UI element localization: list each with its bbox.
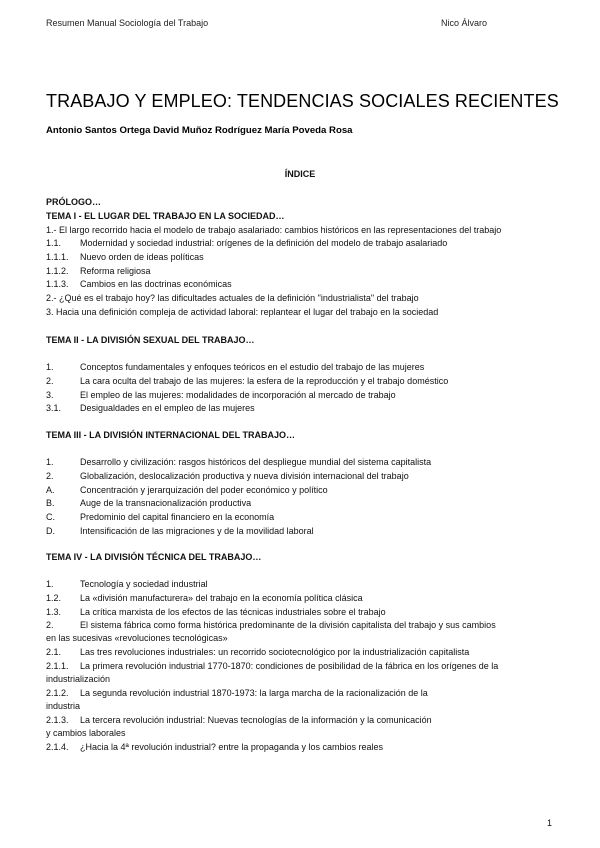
toc-item-text: Nuevo orden de ideas políticas bbox=[80, 252, 204, 262]
toc-item-number: 1.1.2. bbox=[46, 266, 69, 276]
toc-item bbox=[46, 375, 448, 388]
toc-item-text: El sistema fábrica como forma histórica predominante de la división capitalista del trabajo y sus cambios bbox=[80, 620, 496, 630]
toc-item-number: 2.1.2. bbox=[46, 688, 69, 698]
toc-item-number: 1.2. bbox=[46, 593, 62, 603]
toc-item-text: Reforma religiosa bbox=[80, 266, 151, 276]
page-number: 1 bbox=[546, 818, 552, 828]
toc-item-text: El empleo de las mujeres: modalidades de incorporación al mercado de trabajo bbox=[80, 390, 396, 400]
toc-prologo: PRÓLOGO… bbox=[46, 197, 102, 207]
index-heading: ÍNDICE bbox=[284, 169, 316, 179]
toc-item-text: La tercera revolución industrial: Nuevas tecnologías de la información y la comunicación bbox=[80, 715, 432, 725]
toc-item-text: La «división manufacturera» del trabajo en la economía política clásica bbox=[80, 593, 363, 603]
toc-item-text: Predominio del capital financiero en la economía bbox=[80, 512, 275, 522]
toc-item bbox=[46, 525, 314, 538]
toc-item-continuation: industrialización bbox=[46, 674, 111, 684]
toc-item bbox=[46, 251, 204, 264]
toc-item-text: Globalización, deslocalización productiva y nueva división internacional del trabajo bbox=[80, 471, 409, 481]
toc-item-number: 1.3. bbox=[46, 607, 62, 617]
toc-item-text: 1.- El largo recorrido hacia el modelo de trabajo asalariado: cambios históricos en las representaciones del trabajo bbox=[46, 225, 502, 235]
toc-item-text: Intensificación de las migraciones y de la movilidad laboral bbox=[80, 526, 314, 536]
toc-item-number: D. bbox=[46, 526, 55, 536]
toc-item-text: Desarrollo y civilización: rasgos históricos del despliegue mundial del sistema capitalista bbox=[80, 457, 432, 467]
toc-item bbox=[46, 265, 151, 278]
toc-item-number: 1.1.1. bbox=[46, 252, 69, 262]
toc-item bbox=[46, 660, 498, 673]
toc-item bbox=[46, 511, 274, 524]
toc-item-number: 2. bbox=[46, 620, 54, 630]
toc-item-number: 1.1.3. bbox=[46, 279, 69, 289]
toc-tema2-heading: TEMA II - LA DIVISIÓN SEXUAL DEL TRABAJO… bbox=[46, 335, 255, 345]
toc-tema4-heading: TEMA IV - LA DIVISIÓN TÉCNICA DEL TRABAJO… bbox=[46, 552, 262, 562]
toc-item bbox=[46, 484, 328, 497]
toc-item bbox=[46, 592, 363, 605]
toc-item-continuation: y cambios laborales bbox=[46, 728, 126, 738]
toc-item-number: 1. bbox=[46, 579, 54, 589]
toc-item-text: Auge de la transnacionalización productiva bbox=[80, 498, 252, 508]
toc-item-text: Conceptos fundamentales y enfoques teóricos en el estudio del trabajo de las mujeres bbox=[80, 362, 425, 372]
toc-item bbox=[46, 578, 208, 591]
header-author: Nico Álvaro bbox=[441, 18, 488, 28]
toc-item-number: 1. bbox=[46, 457, 54, 467]
toc-item bbox=[46, 456, 431, 469]
toc-item-continuation: industria bbox=[46, 701, 81, 711]
toc-tema3-heading: TEMA III - LA DIVISIÓN INTERNACIONAL DEL TRABAJO… bbox=[46, 430, 296, 440]
toc-item bbox=[46, 361, 424, 374]
toc-item-number: 2.1. bbox=[46, 647, 62, 657]
toc-item-number: 1. bbox=[46, 362, 54, 372]
toc-item bbox=[46, 687, 428, 700]
toc-item bbox=[46, 306, 438, 319]
toc-item-number: 2.1.1. bbox=[46, 661, 69, 671]
document-title: TRABAJO Y EMPLEO: TENDENCIAS SOCIALES RECIENTES bbox=[46, 91, 559, 111]
toc-item bbox=[46, 470, 409, 483]
toc-item-text: Las tres revoluciones industriales: un recorrido sociotecnológico por la industrialización capitalista bbox=[80, 647, 470, 657]
toc-item-number: C. bbox=[46, 512, 55, 522]
toc-item-number: A. bbox=[46, 485, 55, 495]
toc-item-number: 3.1. bbox=[46, 403, 62, 413]
toc-item bbox=[46, 292, 419, 305]
toc-item-number: 3. bbox=[46, 390, 54, 400]
toc-item-number: B. bbox=[46, 498, 55, 508]
toc-item bbox=[46, 389, 396, 402]
toc-item-text: Modernidad y sociedad industrial: orígenes de la definición del modelo de trabajo asalariado bbox=[80, 238, 448, 248]
toc-item bbox=[46, 714, 432, 727]
toc-item-text: ¿Hacia la 4ª revolución industrial? entre la propaganda y los cambios reales bbox=[80, 742, 383, 752]
toc-item-text: Cambios en las doctrinas económicas bbox=[80, 279, 232, 289]
toc-item bbox=[46, 278, 232, 291]
toc-item-text: 3. Hacia una definición compleja de actividad laboral: replantear el lugar del trabajo en la sociedad bbox=[46, 307, 439, 317]
toc-item-number: 2. bbox=[46, 471, 54, 481]
toc-item-number: 2.1.3. bbox=[46, 715, 69, 725]
toc-tema1-heading: TEMA I - EL LUGAR DEL TRABAJO EN LA SOCIEDAD… bbox=[46, 211, 285, 221]
toc-item-number: 2.1.4. bbox=[46, 742, 69, 752]
toc-item-number: 1.1. bbox=[46, 238, 62, 248]
toc-item bbox=[46, 606, 386, 619]
toc-item bbox=[46, 741, 383, 754]
toc-item bbox=[46, 224, 501, 237]
toc-item-text: La crítica marxista de los efectos de las técnicas industriales sobre el trabajo bbox=[80, 607, 386, 617]
toc-item-text: Desigualdades en el empleo de las mujeres bbox=[80, 403, 255, 413]
toc-item bbox=[46, 497, 251, 510]
toc-item-number: 2. bbox=[46, 376, 54, 386]
toc-item-text: La segunda revolución industrial 1870-1973: la larga marcha de la racionalización de la bbox=[80, 688, 428, 698]
toc-item-text: La primera revolución industrial 1770-1870: condiciones de posibilidad de la fábrica en los orígenes de la bbox=[80, 661, 499, 671]
toc-item-continuation: en las sucesivas «revoluciones tecnológicas» bbox=[46, 633, 228, 643]
toc-item-text: La cara oculta del trabajo de las mujeres: la esfera de la reproducción y el trabajo doméstico bbox=[80, 376, 449, 386]
toc-item-text: 2.- ¿Qué es el trabajo hoy? las dificultades actuales de la definición "industrialista" del trabajo bbox=[46, 293, 419, 303]
toc-item bbox=[46, 619, 496, 632]
authors: Antonio Santos Ortega David Muñoz Rodríguez María Poveda Rosa bbox=[46, 125, 353, 136]
toc-item bbox=[46, 402, 255, 415]
header-left: Resumen Manual Sociología del Trabajo bbox=[46, 18, 209, 28]
toc-item bbox=[46, 237, 447, 250]
toc-item-text: Concentración y jerarquización del poder económico y político bbox=[80, 485, 328, 495]
toc-item bbox=[46, 646, 469, 659]
toc-item-text: Tecnología y sociedad industrial bbox=[80, 579, 208, 589]
